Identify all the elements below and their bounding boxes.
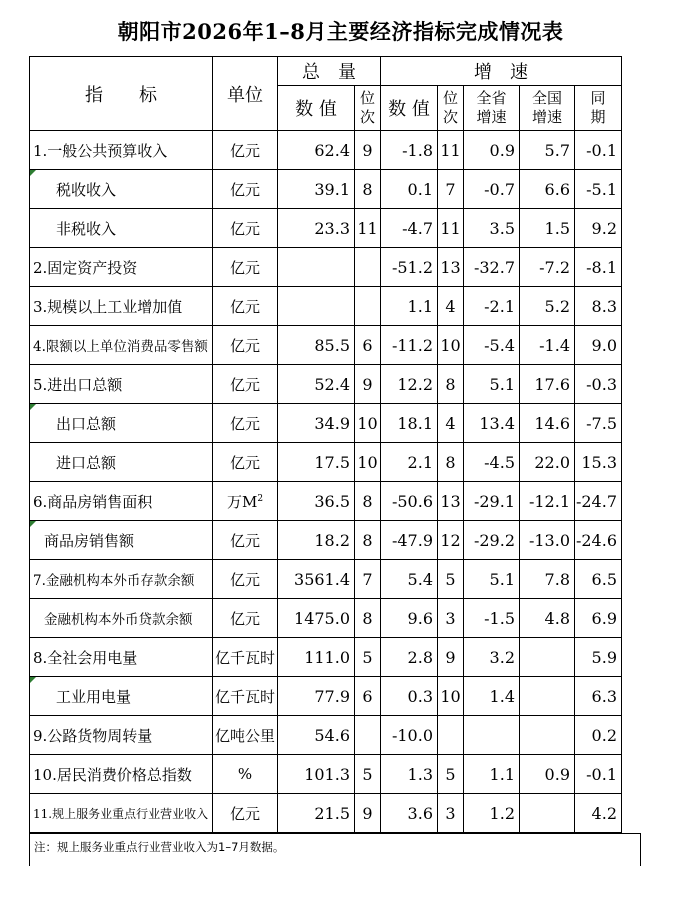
header-total: 总 量 <box>278 57 381 86</box>
same-period-growth: 9.0 <box>575 326 622 365</box>
province-growth: 5.1 <box>464 365 520 404</box>
growth-rank: 11 <box>438 209 464 248</box>
province-growth: 3.2 <box>464 638 520 677</box>
same-period-growth: 9.2 <box>575 209 622 248</box>
indicator-name: 税收收入 <box>30 170 213 209</box>
total-rank: 9 <box>355 794 381 833</box>
total-value: 39.1 <box>278 170 355 209</box>
growth-value: -50.6 <box>381 482 438 521</box>
same-period-growth: -0.1 <box>575 131 622 170</box>
total-rank <box>355 287 381 326</box>
province-growth: -5.4 <box>464 326 520 365</box>
total-value: 85.5 <box>278 326 355 365</box>
growth-value: 3.6 <box>381 794 438 833</box>
province-growth: -1.5 <box>464 599 520 638</box>
total-value: 52.4 <box>278 365 355 404</box>
growth-rank: 7 <box>438 170 464 209</box>
indicator-name: 9.公路货物周转量 <box>30 716 213 755</box>
growth-rank: 9 <box>438 638 464 677</box>
total-value: 34.9 <box>278 404 355 443</box>
province-growth: 13.4 <box>464 404 520 443</box>
indicator-name: 出口总额 <box>30 404 213 443</box>
unit-cell: 亿千瓦时 <box>213 638 278 677</box>
national-growth: -12.1 <box>520 482 575 521</box>
note-divider <box>29 833 641 834</box>
total-value: 23.3 <box>278 209 355 248</box>
unit-cell: 亿元 <box>213 248 278 287</box>
table-row <box>30 755 622 794</box>
unit-cell: % <box>213 755 278 794</box>
national-growth <box>520 638 575 677</box>
header-growth-value: 数 值 <box>381 86 438 131</box>
unit-cell: 亿元 <box>213 287 278 326</box>
indicator-name: 商品房销售额 <box>30 521 213 560</box>
province-growth: -2.1 <box>464 287 520 326</box>
same-period-growth: -0.1 <box>575 755 622 794</box>
unit-cell: 亿元 <box>213 365 278 404</box>
total-rank: 6 <box>355 677 381 716</box>
total-rank <box>355 248 381 287</box>
growth-value: -51.2 <box>381 248 438 287</box>
total-value: 54.6 <box>278 716 355 755</box>
unit-cell: 亿元 <box>213 131 278 170</box>
same-period-growth: 8.3 <box>575 287 622 326</box>
indicator-name: 5.进出口总额 <box>30 365 213 404</box>
table-row <box>30 131 622 170</box>
national-growth: 0.9 <box>520 755 575 794</box>
indicator-name: 10.居民消费价格总指数 <box>30 755 213 794</box>
same-period-growth: -7.5 <box>575 404 622 443</box>
total-rank: 8 <box>355 521 381 560</box>
unit-cell: 亿元 <box>213 521 278 560</box>
total-rank: 6 <box>355 326 381 365</box>
header-growth: 增 速 <box>381 57 622 86</box>
province-growth: -29.2 <box>464 521 520 560</box>
indicator-name: 4.限额以上单位消费品零售额 <box>30 326 213 365</box>
indicator-name: 1.一般公共预算收入 <box>30 131 213 170</box>
growth-value: -11.2 <box>381 326 438 365</box>
growth-rank: 12 <box>438 521 464 560</box>
table-row <box>30 209 622 248</box>
same-period-growth: 0.2 <box>575 716 622 755</box>
national-growth: 14.6 <box>520 404 575 443</box>
total-value <box>278 248 355 287</box>
indicator-name: 7.金融机构本外币存款余额 <box>30 560 213 599</box>
header-growth-rank: 位次 <box>438 86 464 131</box>
indicator-name: 工业用电量 <box>30 677 213 716</box>
growth-rank: 10 <box>438 326 464 365</box>
unit-cell: 亿元 <box>213 326 278 365</box>
province-growth: -4.5 <box>464 443 520 482</box>
growth-rank: 10 <box>438 677 464 716</box>
indicator-name: 3.规模以上工业增加值 <box>30 287 213 326</box>
same-period-growth: -24.6 <box>575 521 622 560</box>
province-growth: -32.7 <box>464 248 520 287</box>
growth-value: -10.0 <box>381 716 438 755</box>
total-value: 36.5 <box>278 482 355 521</box>
province-growth: 3.5 <box>464 209 520 248</box>
unit-cell: 亿元 <box>213 794 278 833</box>
growth-rank: 5 <box>438 755 464 794</box>
indicator-name: 6.商品房销售面积 <box>30 482 213 521</box>
table-row <box>30 599 622 638</box>
total-value: 1475.0 <box>278 599 355 638</box>
growth-rank: 4 <box>438 287 464 326</box>
unit-cell: 亿元 <box>213 209 278 248</box>
header-rank: 位次 <box>355 86 381 131</box>
indicator-name: 进口总额 <box>30 443 213 482</box>
table-row <box>30 443 622 482</box>
total-value: 77.9 <box>278 677 355 716</box>
same-period-growth: -24.7 <box>575 482 622 521</box>
cell-marker-icon <box>30 404 36 410</box>
table-row <box>30 677 622 716</box>
unit-cell: 亿吨公里 <box>213 716 278 755</box>
indicator-name: 金融机构本外币贷款余额 <box>30 599 213 638</box>
province-growth: 1.2 <box>464 794 520 833</box>
national-growth: 17.6 <box>520 365 575 404</box>
national-growth: 5.7 <box>520 131 575 170</box>
unit-cell: 亿千瓦时 <box>213 677 278 716</box>
table-row <box>30 482 622 521</box>
growth-rank: 13 <box>438 482 464 521</box>
same-period-growth: 15.3 <box>575 443 622 482</box>
total-rank: 7 <box>355 560 381 599</box>
growth-value: 2.8 <box>381 638 438 677</box>
growth-value: 12.2 <box>381 365 438 404</box>
table-row <box>30 404 622 443</box>
indicator-name: 11.规上服务业重点行业营业收入 <box>30 794 213 833</box>
growth-value: 1.1 <box>381 287 438 326</box>
total-value: 18.2 <box>278 521 355 560</box>
unit-cell: 亿元 <box>213 170 278 209</box>
growth-rank <box>438 716 464 755</box>
total-value: 62.4 <box>278 131 355 170</box>
header-same-period: 同期 <box>575 86 622 131</box>
indicator-name: 2.固定资产投资 <box>30 248 213 287</box>
indicator-table <box>29 56 622 833</box>
province-growth: 0.9 <box>464 131 520 170</box>
table-row <box>30 716 622 755</box>
total-rank: 10 <box>355 443 381 482</box>
same-period-growth: -0.3 <box>575 365 622 404</box>
table-row <box>30 521 622 560</box>
header-national-growth: 全国增速 <box>520 86 575 131</box>
total-rank: 8 <box>355 482 381 521</box>
header-indicator: 指 标 <box>30 57 213 131</box>
growth-rank: 3 <box>438 599 464 638</box>
header-province-growth: 全省增速 <box>464 86 520 131</box>
unit-cell: 亿元 <box>213 443 278 482</box>
indicator-name: 非税收入 <box>30 209 213 248</box>
table-row <box>30 638 622 677</box>
national-growth: -1.4 <box>520 326 575 365</box>
same-period-growth: 6.5 <box>575 560 622 599</box>
cell-marker-icon <box>30 170 36 176</box>
total-value: 21.5 <box>278 794 355 833</box>
growth-value: -1.8 <box>381 131 438 170</box>
total-value: 3561.4 <box>278 560 355 599</box>
national-growth: 4.8 <box>520 599 575 638</box>
table-row <box>30 326 622 365</box>
total-rank: 8 <box>355 170 381 209</box>
table-row <box>30 287 622 326</box>
national-growth: 6.6 <box>520 170 575 209</box>
province-growth: -29.1 <box>464 482 520 521</box>
total-rank: 5 <box>355 638 381 677</box>
growth-rank: 8 <box>438 365 464 404</box>
national-growth: -7.2 <box>520 248 575 287</box>
growth-value: 9.6 <box>381 599 438 638</box>
growth-value: 2.1 <box>381 443 438 482</box>
province-growth <box>464 716 520 755</box>
national-growth: 7.8 <box>520 560 575 599</box>
total-rank: 10 <box>355 404 381 443</box>
same-period-growth: -5.1 <box>575 170 622 209</box>
same-period-growth: 6.3 <box>575 677 622 716</box>
national-growth: 1.5 <box>520 209 575 248</box>
growth-rank: 5 <box>438 560 464 599</box>
header-unit: 单位 <box>213 57 278 131</box>
growth-value: 0.1 <box>381 170 438 209</box>
province-growth: -0.7 <box>464 170 520 209</box>
growth-value: 18.1 <box>381 404 438 443</box>
total-value: 101.3 <box>278 755 355 794</box>
growth-rank: 11 <box>438 131 464 170</box>
total-rank: 9 <box>355 365 381 404</box>
same-period-growth: 6.9 <box>575 599 622 638</box>
cell-marker-icon <box>30 677 36 683</box>
table-row <box>30 170 622 209</box>
unit-cell: 亿元 <box>213 599 278 638</box>
growth-value: 0.3 <box>381 677 438 716</box>
total-rank: 9 <box>355 131 381 170</box>
table-row <box>30 560 622 599</box>
growth-value: 1.3 <box>381 755 438 794</box>
header-value: 数 值 <box>278 86 355 131</box>
total-rank: 11 <box>355 209 381 248</box>
national-growth: -13.0 <box>520 521 575 560</box>
growth-rank: 4 <box>438 404 464 443</box>
growth-rank: 8 <box>438 443 464 482</box>
growth-rank: 13 <box>438 248 464 287</box>
table-row <box>30 365 622 404</box>
total-value: 111.0 <box>278 638 355 677</box>
unit-cell: 万$M^2$ <box>213 482 278 521</box>
total-value <box>278 287 355 326</box>
same-period-growth: 4.2 <box>575 794 622 833</box>
footnote: 注：规上服务业重点行业营业收入为1–7月数据。 <box>34 840 285 854</box>
growth-value: -47.9 <box>381 521 438 560</box>
growth-value: -4.7 <box>381 209 438 248</box>
total-rank <box>355 716 381 755</box>
cell-marker-icon <box>30 521 36 527</box>
national-growth: 5.2 <box>520 287 575 326</box>
national-growth <box>520 716 575 755</box>
total-rank: 8 <box>355 599 381 638</box>
national-growth: 22.0 <box>520 443 575 482</box>
same-period-growth: -8.1 <box>575 248 622 287</box>
page-title: 朝阳市2026年1–8月主要经济指标完成情况表 <box>117 19 564 44</box>
table-row <box>30 248 622 287</box>
growth-value: 5.4 <box>381 560 438 599</box>
growth-rank: 3 <box>438 794 464 833</box>
province-growth: 5.1 <box>464 560 520 599</box>
unit-cell: 亿元 <box>213 404 278 443</box>
province-growth: 1.4 <box>464 677 520 716</box>
national-growth <box>520 794 575 833</box>
unit-cell: 亿元 <box>213 560 278 599</box>
table-row <box>30 794 622 833</box>
total-rank: 5 <box>355 755 381 794</box>
indicator-name: 8.全社会用电量 <box>30 638 213 677</box>
total-value: 17.5 <box>278 443 355 482</box>
national-growth <box>520 677 575 716</box>
province-growth: 1.1 <box>464 755 520 794</box>
same-period-growth: 5.9 <box>575 638 622 677</box>
